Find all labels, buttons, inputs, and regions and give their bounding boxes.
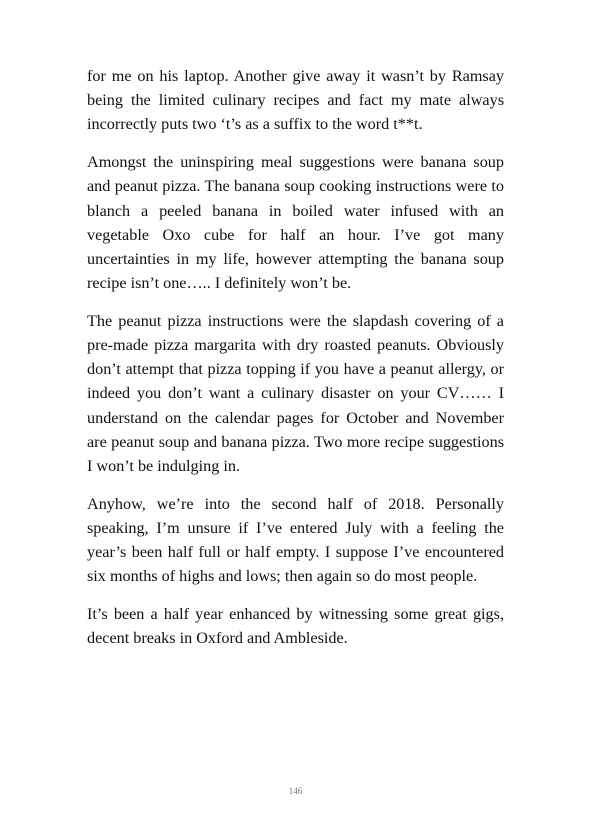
- body-text: [87, 64, 504, 664]
- paragraph-5: It’s been a half year enhanced by witnessing some great gigs, decent breaks in Oxford and Ambleside.: [87, 605, 504, 648]
- paragraph-1: for me on his laptop. Another give away it wasn’t by Ramsay being the limited culinary recipes and fact my mate always incorrectly puts two ‘t’s as a suffix to the word t**t.: [87, 67, 504, 134]
- paragraph-3: The peanut pizza instructions were the slapdash covering of a pre-made pizza margarita with dry roasted peanuts. Obviously don’t attempt that pizza topping if you have a peanut allergy, or indeed you don’t want a culinary disaster on your CV…… I understand on the calendar pages for October and November are peanut soup and banana pizza. Two more recipe suggestions I won’t be indulging in.: [87, 311, 504, 476]
- page-number: 146: [288, 786, 303, 796]
- paragraph-4: Anyhow, we’re into the second half of 2018. Personally speaking, I’m unsure if I’ve entered July with a feeling the year’s been half full or half empty. I suppose I’ve encountered six months of highs and lows; then again so do most people.: [87, 494, 504, 586]
- paragraph-2: Amongst the uninspiring meal suggestions were banana soup and peanut pizza. The banana soup cooking instructions were to blanch a peeled banana in boiled water infused with an vegetable Oxo cube for half an hour. I’ve got many uncertainties in my life, however attempting the banana soup recipe isn’t one….. I definitely won’t be.: [87, 153, 504, 293]
